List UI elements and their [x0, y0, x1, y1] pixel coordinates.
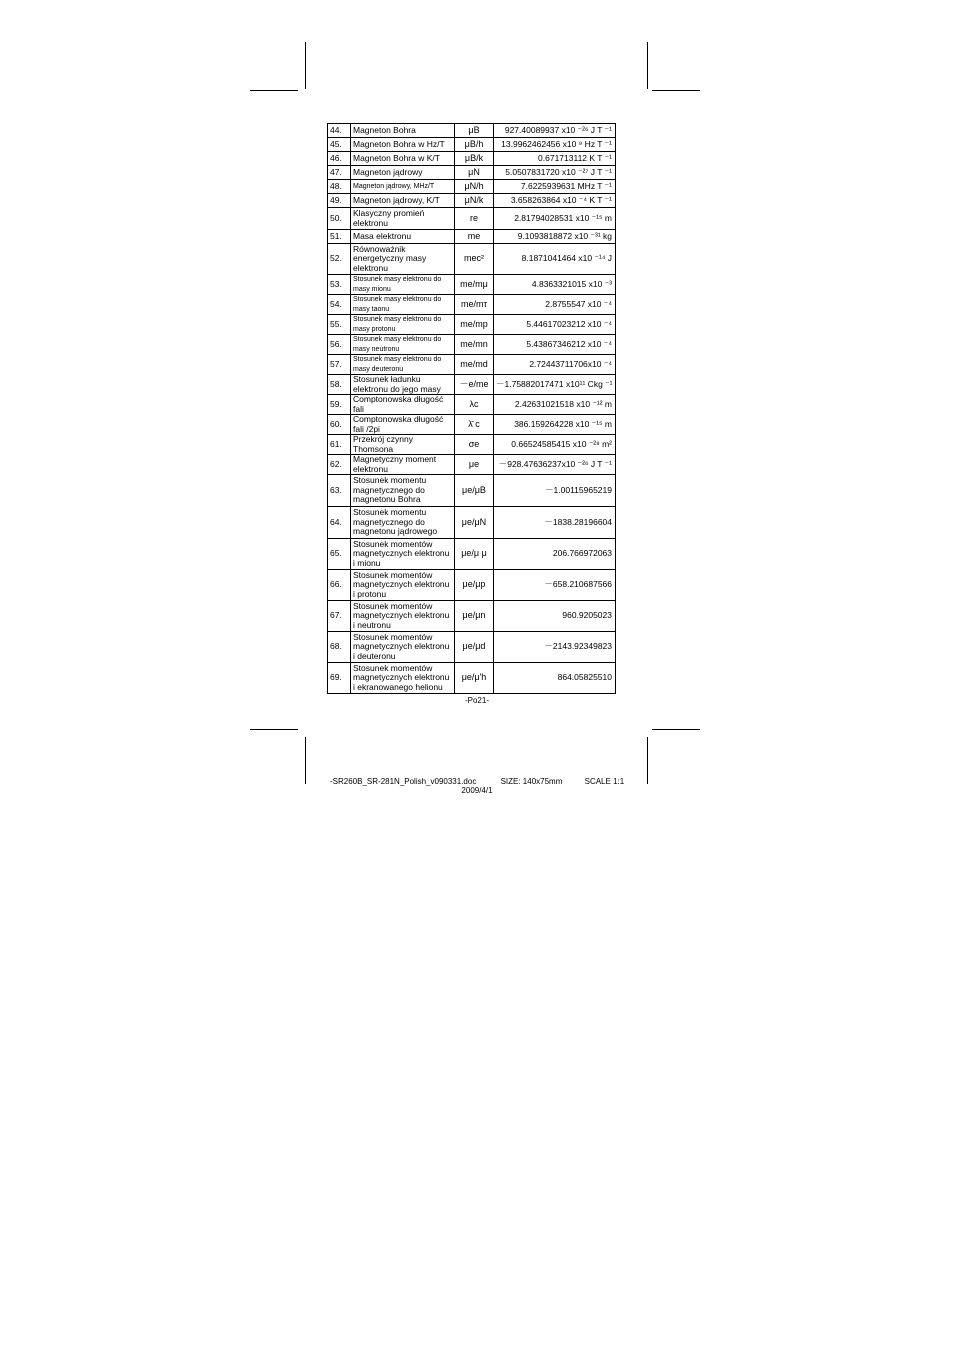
constant-symbol: μB/h [455, 138, 494, 152]
table-row [328, 180, 616, 194]
constant-symbol: μe/μ μ [455, 539, 494, 570]
constant-symbol: me/md [455, 355, 494, 375]
constant-symbol: μe/μn [455, 601, 494, 632]
table-row [328, 539, 616, 570]
crop-mark [250, 90, 298, 91]
crop-mark [647, 42, 648, 89]
constant-symbol: μN/h [455, 180, 494, 194]
constant-value: 5.0507831720 x10 ⁻²⁷ J T ⁻¹ [494, 166, 616, 180]
row-number: 69. [328, 663, 351, 694]
table-row [328, 124, 616, 138]
footer-size: SIZE: 140x75mm [500, 777, 563, 786]
constant-name: Stosunek momentów magnetycznych elektronu i neutronu [351, 601, 455, 632]
table-row [328, 275, 616, 295]
constant-name: Stosunek momentu magnetycznego do magnetonu jądrowego [351, 507, 455, 539]
table-row [328, 208, 616, 230]
footer-filename: -SR260B_SR-281N_Polish_v090331.doc [330, 777, 477, 786]
constant-value: 8.1871041464 x10 ⁻¹⁴ J [494, 244, 616, 275]
constant-value: 13.9962462456 x10 ⁹ Hz T ⁻¹ [494, 138, 616, 152]
table-row [328, 295, 616, 315]
row-number: 67. [328, 601, 351, 632]
row-number: 64. [328, 507, 351, 539]
constant-symbol: μe/μN [455, 507, 494, 539]
constant-symbol: μe/μd [455, 632, 494, 663]
constant-name: Magneton jądrowy, MHz/T [351, 180, 455, 194]
constant-symbol: μN/k [455, 194, 494, 208]
constant-symbol: μB/k [455, 152, 494, 166]
table-row [328, 632, 616, 663]
table-row [328, 435, 616, 455]
row-number: 47. [328, 166, 351, 180]
row-number: 55. [328, 315, 351, 335]
constant-symbol: λc [455, 395, 494, 415]
crop-mark [305, 42, 306, 89]
row-number: 68. [328, 632, 351, 663]
constant-name: Równoważnik energetyczny masy elektronu [351, 244, 455, 275]
constant-value: －928.47636237x10 ⁻²⁶ J T ⁻¹ [494, 455, 616, 475]
crop-mark [652, 729, 700, 730]
constant-value: －1838.28196604 [494, 507, 616, 539]
constant-value: 927.40089937 x10 ⁻²⁶ J T ⁻¹ [494, 124, 616, 138]
row-number: 50. [328, 208, 351, 230]
constant-value: 2.8755547 x10 ⁻⁴ [494, 295, 616, 315]
row-number: 60. [328, 415, 351, 435]
constants-table-body [328, 124, 616, 694]
constant-value: 7.6225939631 MHz T ⁻¹ [494, 180, 616, 194]
row-number: 56. [328, 335, 351, 355]
table-row [328, 315, 616, 335]
table-row [328, 455, 616, 475]
table-row [328, 601, 616, 632]
crop-mark [305, 737, 306, 784]
constant-name: Klasyczny promień elektronu [351, 208, 455, 230]
constant-value: －658.210687566 [494, 570, 616, 601]
constant-value: 9.1093818872 x10 ⁻³¹ kg [494, 230, 616, 244]
row-number: 44. [328, 124, 351, 138]
constant-symbol: me/mμ [455, 275, 494, 295]
constant-name: Stosunek momentów magnetycznych elektronu i deuteronu [351, 632, 455, 663]
constant-name: Stosunek ładunku elektronu do jego masy [351, 375, 455, 395]
row-number: 48. [328, 180, 351, 194]
table-row [328, 395, 616, 415]
constant-symbol: me/mp [455, 315, 494, 335]
constant-symbol: μe/μ'h [455, 663, 494, 694]
constant-symbol: mec² [455, 244, 494, 275]
constant-name: Stosunek masy elektronu do masy taonu [351, 295, 455, 315]
constant-value: 5.43867346212 x10 ⁻⁴ [494, 335, 616, 355]
row-number: 54. [328, 295, 351, 315]
row-number: 66. [328, 570, 351, 601]
constant-value: 3.658263864 x10 ⁻⁴ K T ⁻¹ [494, 194, 616, 208]
constant-symbol: re [455, 208, 494, 230]
constant-name: Magneton Bohra [351, 124, 455, 138]
constant-symbol: μe/μp [455, 570, 494, 601]
table-row [328, 335, 616, 355]
constant-name: Magneton jądrowy [351, 166, 455, 180]
page-number: -Po21- [464, 696, 489, 705]
constant-name: Stosunek masy elektronu do masy protonu [351, 315, 455, 335]
row-number: 58. [328, 375, 351, 395]
constant-name: Stosunek masy elektronu do masy mionu [351, 275, 455, 295]
constant-symbol: μe [455, 455, 494, 475]
constant-symbol: σe [455, 435, 494, 455]
table-row [328, 663, 616, 694]
constant-name: Stosunek masy elektronu do masy deuteronu [351, 355, 455, 375]
table-row [328, 475, 616, 507]
constant-symbol: λ̄ c [455, 415, 494, 435]
constant-name: Magneton Bohra w Hz/T [351, 138, 455, 152]
row-number: 63. [328, 475, 351, 507]
table-row [328, 507, 616, 539]
row-number: 59. [328, 395, 351, 415]
document-footer [330, 777, 630, 795]
constant-value: 5.44617023212 x10 ⁻⁴ [494, 315, 616, 335]
constant-value: 0.66524585415 x10 ⁻²⁸ m² [494, 435, 616, 455]
constant-name: Comptonowska długość fali /2pi [351, 415, 455, 435]
table-row [328, 355, 616, 375]
constant-value: 2.81794028531 x10 ⁻¹⁵ m [494, 208, 616, 230]
constant-value: 386.159264228 x10 ⁻¹⁵ m [494, 415, 616, 435]
constant-value: －1.75882017471 x10¹¹ Ckg ⁻¹ [494, 375, 616, 395]
constant-symbol: μe/μB [455, 475, 494, 507]
constants-table [327, 123, 616, 694]
constant-value: 960.9205023 [494, 601, 616, 632]
row-number: 45. [328, 138, 351, 152]
footer-date: 2009/4/1 [461, 786, 493, 795]
table-row [328, 375, 616, 395]
constant-symbol: －e/me [455, 375, 494, 395]
footer-scale: SCALE 1:1 [584, 777, 625, 786]
constant-symbol: me/mn [455, 335, 494, 355]
row-number: 51. [328, 230, 351, 244]
table-row [328, 166, 616, 180]
row-number: 52. [328, 244, 351, 275]
constant-value: 2.42631021518 x10 ⁻¹² m [494, 395, 616, 415]
constant-name: Magneton jądrowy, K/T [351, 194, 455, 208]
crop-mark [250, 729, 298, 730]
constant-name: Masa elektronu [351, 230, 455, 244]
constant-value: 864.05825510 [494, 663, 616, 694]
table-row [328, 244, 616, 275]
constant-name: Magneton Bohra w K/T [351, 152, 455, 166]
constant-name: Stosunek momentów magnetycznych elektronu i ekranowanego helionu [351, 663, 455, 694]
table-row [328, 415, 616, 435]
constant-symbol: μN [455, 166, 494, 180]
table-row [328, 570, 616, 601]
constant-value: 2.72443711706x10 ⁻⁴ [494, 355, 616, 375]
crop-mark [652, 90, 700, 91]
constant-value: －2143.92349823 [494, 632, 616, 663]
constant-name: Stosunek momentów magnetycznych elektronu i mionu [351, 539, 455, 570]
constant-value: 0.671713112 K T ⁻¹ [494, 152, 616, 166]
table-row [328, 194, 616, 208]
row-number: 61. [328, 435, 351, 455]
constant-value: 206.766972063 [494, 539, 616, 570]
constant-name: Stosunek momentów magnetycznych elektronu i protonu [351, 570, 455, 601]
constant-value: 4.8363321015 x10 ⁻³ [494, 275, 616, 295]
constant-name: Magnetyczny moment elektronu [351, 455, 455, 475]
constant-symbol: me/mτ [455, 295, 494, 315]
constant-name: Stosunek momentu magnetycznego do magnetonu Bohra [351, 475, 455, 507]
table-row [328, 230, 616, 244]
row-number: 62. [328, 455, 351, 475]
constant-value: －1.00115965219 [494, 475, 616, 507]
constant-name: Przekrój czynny Thomsona [351, 435, 455, 455]
constant-name: Comptonowska długość fali [351, 395, 455, 415]
table-row [328, 138, 616, 152]
row-number: 57. [328, 355, 351, 375]
constant-symbol: me [455, 230, 494, 244]
constant-name: Stosunek masy elektronu do masy neutronu [351, 335, 455, 355]
row-number: 49. [328, 194, 351, 208]
row-number: 53. [328, 275, 351, 295]
table-row [328, 152, 616, 166]
crop-mark [647, 737, 648, 784]
row-number: 65. [328, 539, 351, 570]
constant-symbol: μB [455, 124, 494, 138]
row-number: 46. [328, 152, 351, 166]
